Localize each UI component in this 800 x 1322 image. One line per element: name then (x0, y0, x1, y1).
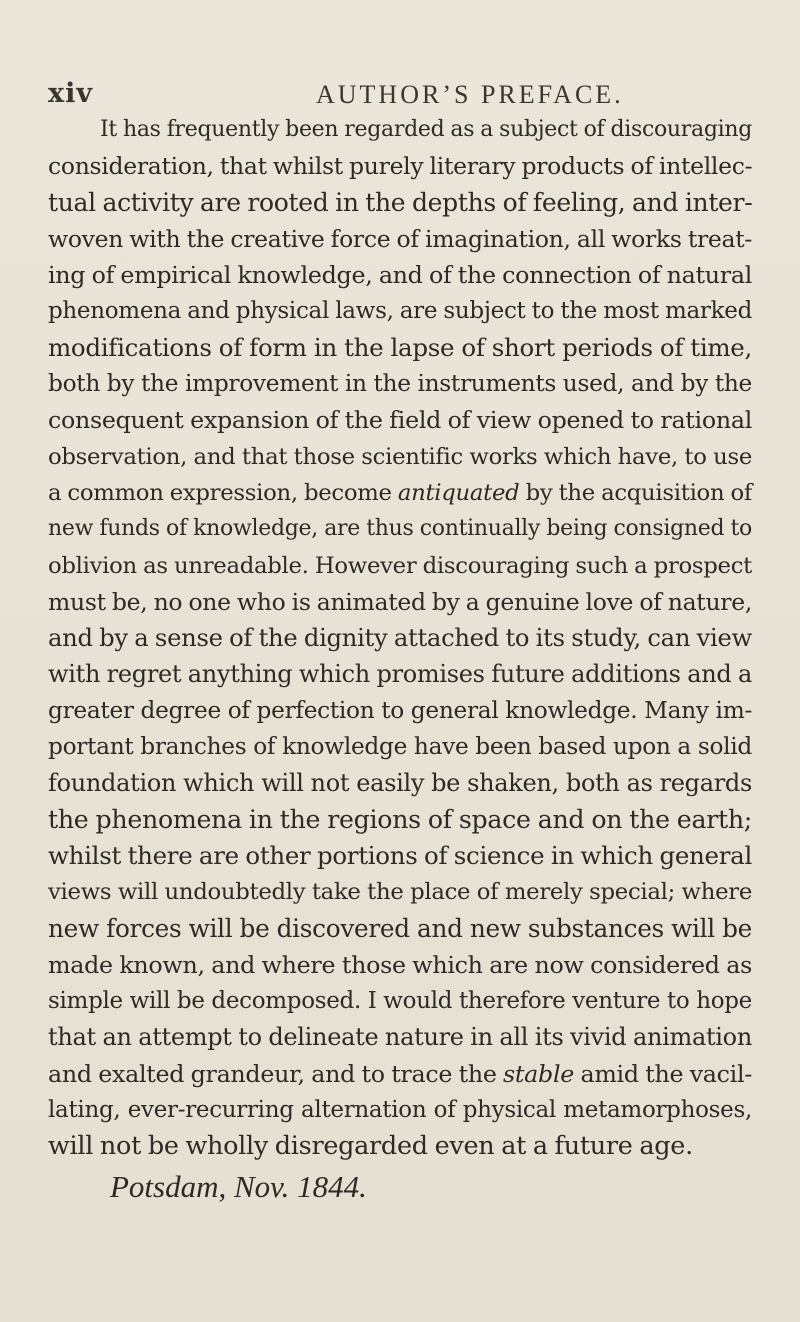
text-line: woven with the creative force of imagination, all works treat- (48, 224, 752, 253)
text-line: tual activity are rooted in the depths of feeling, and inter- (48, 187, 753, 217)
italic-word-stable: stable (503, 1059, 574, 1088)
place-date-signoff: Potsdam, Nov. 1844. (110, 1168, 367, 1204)
text-line: views will undoubtedly take the place of merely special; where (48, 879, 752, 906)
text-line: with regret anything which promises future additions and a (48, 660, 752, 689)
running-head-title: AUTHOR’S PREFACE. (316, 80, 624, 109)
text-line-with-italic (48, 1056, 752, 1092)
text-line: lating, ever-recurring alternation of physical metamorphoses, (48, 1097, 752, 1124)
text-line: oblivion as unreadable. However discouraging such a prospect (48, 552, 752, 579)
text-line: It has frequently been regarded as a subject of discouraging (100, 117, 752, 142)
text-line: consequent expansion of the field of view opened to rational (48, 406, 752, 435)
preface-paragraph (48, 112, 752, 1165)
text-line: made known, and where those which are now considered as (48, 950, 752, 979)
text-line: the phenomena in the regions of space and on the earth; (48, 804, 752, 834)
text-line: greater degree of perfection to general knowledge. Many im- (48, 696, 752, 724)
text-line: phenomena and physical laws, are subject to the most marked (48, 298, 752, 325)
running-head (48, 72, 752, 112)
text-line: whilst there are other portions of science in which general (48, 840, 752, 870)
text-line: modifications of form in the lapse of short periods of time, (48, 332, 752, 362)
page-number: xiv (48, 78, 94, 109)
text-segment: a common expression, become (48, 479, 398, 506)
text-line: observation, and that those scientific works which have, to use (48, 443, 752, 470)
text-line: foundation which will not easily be shaken, both as regards (48, 769, 752, 798)
text-line: new funds of knowledge, are thus continually being consigned to (48, 516, 752, 542)
text-line: both by the improvement in the instruments used, and by the (48, 370, 752, 398)
text-segment: by the acquisition of (519, 479, 752, 506)
text-line: new forces will be discovered and new substances will be (48, 913, 752, 943)
text-line: portant branches of knowledge have been based upon a solid (48, 733, 752, 761)
text-line: must be, no one who is animated by a genuine love of nature, (48, 587, 752, 616)
text-line: that an attempt to delineate nature in all its vivid animation (48, 1023, 752, 1052)
text-line: simple will be decomposed. I would therefore venture to hope (48, 988, 752, 1015)
text-segment: and exalted grandeur, and to trace the (48, 1059, 504, 1088)
text-segment: amid the vacil- (574, 1059, 752, 1088)
text-line: consideration, that whilst purely literary products of intellec- (48, 152, 753, 181)
text-line: and by a sense of the dignity attached to its study, can view (48, 623, 752, 653)
text-line: will not be wholly disregarded even at a future age. (48, 1131, 693, 1162)
text-line: ing of empirical knowledge, and of the connection of natural (48, 261, 752, 290)
text-line-with-italic (48, 475, 752, 511)
italic-word-antiquated: antiquated (397, 479, 520, 506)
